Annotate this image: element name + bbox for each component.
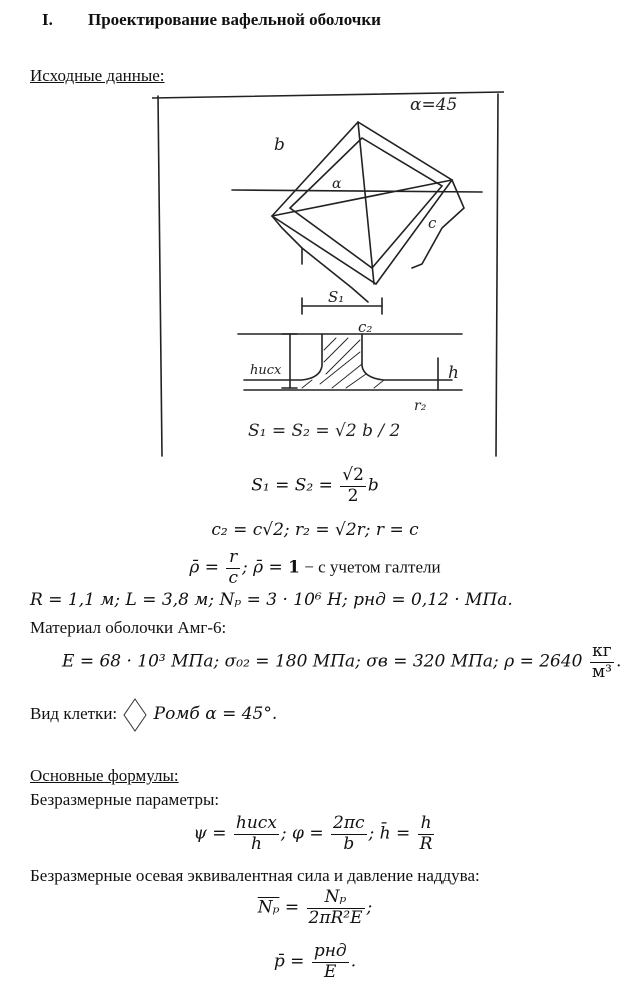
material-line: Материал оболочки Амг-6: [30, 618, 227, 637]
dimensionless-params: ψ = $\frac{\text{hисх}}{h}$ ; φ = $\frac{2\pi c}{b}$ ; h̄ = $\frac{h}{R}$ [193, 813, 433, 854]
dimensionless-heading: Безразмерные параметры: [30, 790, 220, 809]
main-formulas-heading: Основные формулы: [30, 766, 179, 785]
sketch-r2-label: r₂ [414, 398, 427, 414]
sketch-hisx-label: hисх [250, 363, 282, 378]
sketch-formula: S₁ = S₂ = √2 b / 2 [248, 421, 401, 441]
material-params: E = 68 · 10³ МПа; σ₀₂ = 180 МПа; σв = 320 МПа; ρ = 2640 $\frac{кг}{\text{м³}}$ . [62, 641, 622, 682]
s-denominator: 2 [347, 485, 359, 506]
rho-equation: ρ̄ = $\frac{r}{c}$ ; ρ̄ = 1 − с учетом галтели [189, 547, 441, 588]
sketch-c2-label: c₂ [358, 318, 373, 336]
sketch-c-label: c [428, 214, 437, 232]
rhomb-icon [123, 698, 147, 732]
s-numerator: √2 [342, 465, 364, 485]
np-equation: $\overline{N_p}$ = $\frac{\text{Nₚ}}{\text{2πR²E}}$ ; [257, 887, 373, 928]
c2-equation: c₂ = c√2; r₂ = √2r; r = c [211, 520, 419, 540]
sketch-b-label: b [274, 135, 285, 155]
section-title-text: Проектирование вафельной оболочки [88, 10, 381, 29]
section-number: I. [42, 10, 53, 29]
params-line: R = 1,1 м; L = 3,8 м; Nₚ = 3 · 10⁶ Н; pнд = 0,12 · МПа. [30, 590, 513, 610]
p-equation: p̄ = $\frac{\text{pнд}}{E}$ . [273, 941, 357, 982]
initial-data-heading: Исходные данные: [30, 66, 165, 85]
rhombic-cell-sketch [152, 88, 504, 458]
sketch-h-label: h [448, 363, 459, 383]
section-title [42, 10, 381, 30]
sketch-alpha-small: α [332, 176, 342, 192]
cell-line [30, 698, 277, 732]
sketch-alpha-label: α=45 [410, 95, 458, 115]
sketch-s1-label: S₁ [328, 288, 345, 306]
cell-label: Вид клетки: [30, 703, 118, 723]
s-equation: S₁ = S₂ = $\frac{√2}{2}$ b [251, 465, 379, 506]
force-heading: Безразмерные осевая эквивалентная сила и давление наддува: [30, 866, 480, 885]
cell-text: Ромб α = 45°. [153, 703, 278, 724]
